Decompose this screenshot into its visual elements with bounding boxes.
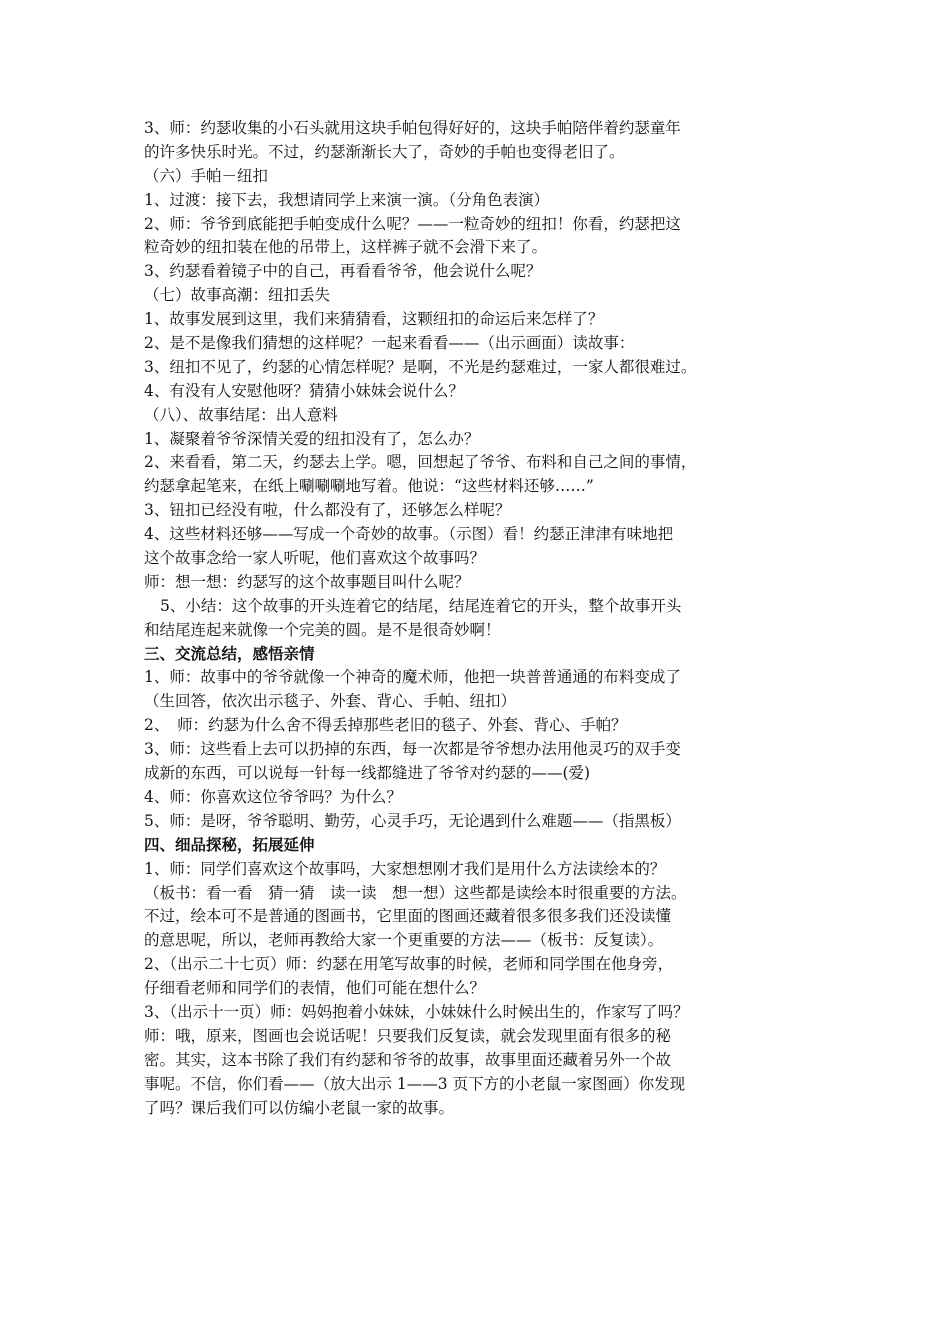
text-line: （板书：看一看 猜一猜 读一读 想一想）这些都是读绘本时很重要的方法。: [144, 883, 687, 902]
text-line: 3、钮扣已经没有啦，什么都没有了，还够怎么样呢？: [144, 501, 511, 520]
text-line: 1、故事发展到这里，我们来猜猜看，这颗纽扣的命运后来怎样了？: [144, 310, 604, 329]
text-line: 2、是不是像我们猜想的这样呢？一起来看看——（出示画面）读故事：: [144, 334, 635, 353]
text-line: 粒奇妙的纽扣装在他的吊带上，这样裤子就不会滑下来了。: [144, 238, 548, 257]
text-line: 约瑟拿起笔来，在纸上唰唰唰地写着。他说：“这些材料还够……”: [144, 477, 594, 496]
text-line: 2、（出示二十七页）师：约瑟在用笔写故事的时候，老师和同学围在他身旁，: [144, 955, 674, 974]
section-heading: 四、细品探秘，拓展延伸: [144, 835, 315, 854]
text-line: 的许多快乐时光。不过，约瑟渐渐长大了，奇妙的手帕也变得老旧了。: [144, 142, 625, 161]
text-line: 3、师：这些看上去可以扔掉的东西，每一次都是爷爷想办法用他灵巧的双手变: [144, 740, 681, 759]
text-line: 1、凝聚着爷爷深情关爱的纽扣没有了，怎么办？: [144, 429, 480, 448]
text-line: 2、 师：约瑟为什么舍不得丢掉那些老旧的毯子、外套、背心、手帕？: [144, 716, 627, 735]
text-line: 5、师：是呀，爷爷聪明、勤劳，心灵手巧，无论遇到什么难题——（指黑板）: [144, 811, 681, 830]
text-line: 3、师：约瑟收集的小石头就用这块手帕包得好好的，这块手帕陪伴着约瑟童年: [144, 119, 681, 137]
text-line: 1、过渡：接下去，我想请同学上来演一演。（分角色表演）: [144, 190, 550, 209]
text-line: 的意思呢，所以，老师再教给大家一个更重要的方法——（板书：反复读）。: [144, 931, 664, 950]
text-line: 师：哦，原来，图画也会说话呢！只要我们反复读，就会发现里面有很多的秘: [144, 1026, 672, 1045]
text-line: 了吗？课后我们可以仿编小老鼠一家的故事。: [144, 1098, 455, 1117]
text-line: 4、这些材料还够——写成一个奇妙的故事。（示图）看！约瑟正津津有味地把: [144, 525, 674, 544]
text-line: （八）、故事结尾：出人意料: [144, 405, 338, 424]
text-line: 这个故事念给一家人听呢，他们喜欢这个故事吗？: [144, 549, 486, 568]
text-line: （七）故事高潮：纽扣丢失: [144, 286, 331, 305]
text-line: 不过，绘本可不是普通的图画书，它里面的图画还藏着很多很多我们还没读懂: [144, 907, 672, 926]
text-line: 1、师：故事中的爷爷就像一个神奇的魔术师，他把一块普普通通的布料变成了: [144, 668, 681, 687]
text-line: 事呢。不信，你们看——（放大出示 1——3 页下方的小老鼠一家图画）你发现: [144, 1074, 686, 1093]
text-line: 2、师：爷爷到底能把手帕变成什么呢？——一粒奇妙的纽扣！你看，约瑟把这: [144, 214, 681, 233]
text-line: 2、来看看，第二天，约瑟去上学。嗯，回想起了爷爷、布料和自己之间的事情，: [144, 453, 697, 472]
text-line: （生回答，依次出示毯子、外套、背心、手帕、纽扣）: [144, 692, 517, 711]
text-line: 3、（出示十一页）师：妈妈抱着小妹妹，小妹妹什么时候出生的，作家写了吗？: [144, 1002, 689, 1021]
text-line: （六）手帕－纽扣: [144, 166, 269, 185]
text-line: 3、约瑟看着镜子中的自己，再看看爷爷，他会说什么呢？: [144, 262, 542, 281]
text-line: 4、有没有人安慰他呀？猜猜小妹妹会说什么？: [144, 381, 464, 400]
text-line: 仔细看老师和同学们的表情，他们可能在想什么？: [144, 979, 486, 998]
section-heading: 三、交流总结，感悟亲情: [144, 644, 315, 663]
text-line: 4、师：你喜欢这位爷爷吗？为什么？: [144, 787, 402, 806]
text-line: 师：想一想：约瑟写的这个故事题目叫什么呢？: [144, 572, 470, 591]
text-line: 成新的东西，可以说每一针每一线都缝进了爷爷对约瑟的——(爱): [144, 764, 591, 783]
text-line: 和结尾连起来就像一个完美的圆。是不是很奇妙啊！: [144, 620, 501, 639]
text-line: 5、小结：这个故事的开头连着它的结尾，结尾连着它的开头，整个故事开头: [160, 596, 682, 615]
text-line: 密。其实，这本书除了我们有约瑟和爷爷的故事，故事里面还藏着另外一个故: [144, 1050, 672, 1069]
text-line: 3、纽扣不见了，约瑟的心情怎样呢？是啊，不光是约瑟难过，一家人都很难过。: [144, 357, 697, 376]
text-line: 1、师：同学们喜欢这个故事吗，大家想想刚才我们是用什么方法读绘本的？: [144, 859, 666, 878]
document-body: [144, 117, 816, 1120]
